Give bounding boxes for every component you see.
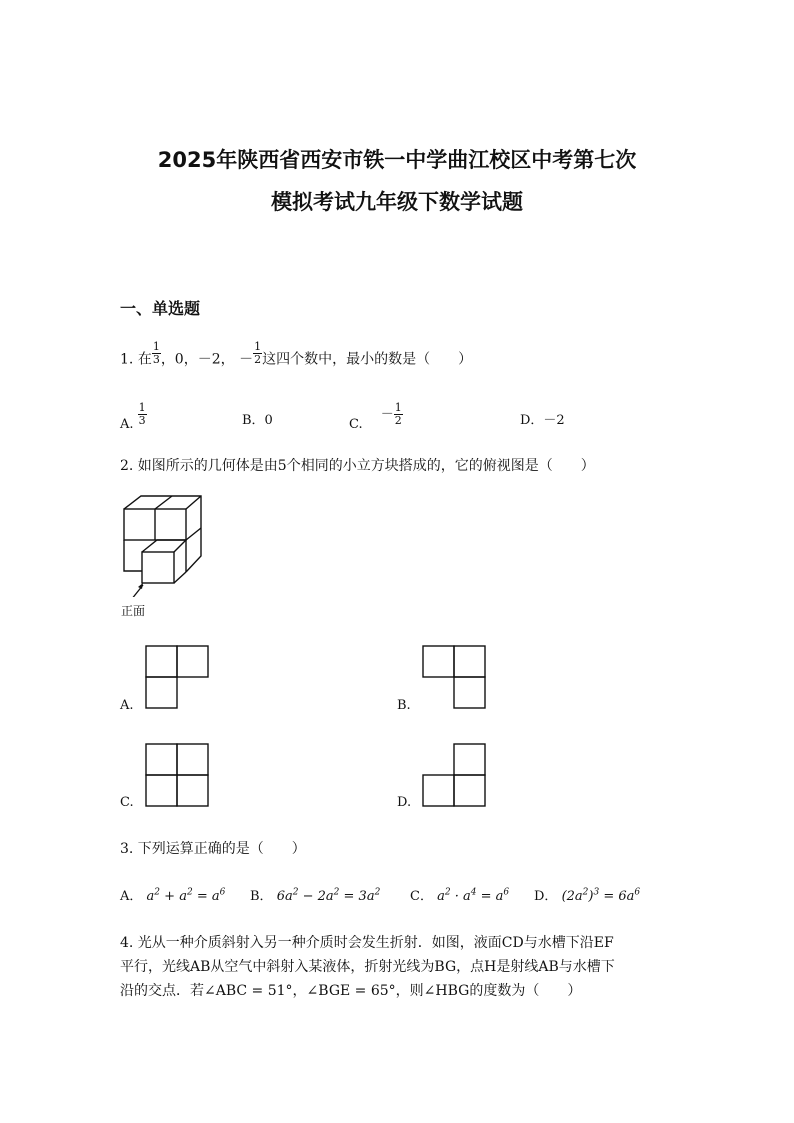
question-2: 2. 如图所示的几何体是由5个相同的小立方块搭成的，它的俯视图是（ ） bbox=[120, 458, 595, 474]
question-text-end: 这四个数中，最小的数是（ ） bbox=[262, 351, 473, 368]
q2-option-c-figure[interactable] bbox=[145, 743, 211, 809]
question-text: 在 bbox=[137, 351, 152, 368]
q1-option-c[interactable] bbox=[349, 401, 403, 432]
option-label: A． bbox=[120, 889, 143, 904]
q1-option-b[interactable]: B．0 bbox=[242, 413, 273, 428]
fraction-one-third: $\frac{1}{3}$ bbox=[138, 401, 146, 427]
option-label: A. bbox=[120, 417, 134, 432]
q3-option-c[interactable] bbox=[410, 885, 509, 904]
fraction-one-third: $\frac{1}{3}$ bbox=[152, 340, 160, 366]
q2-option-d-figure[interactable] bbox=[422, 743, 488, 809]
q3-option-a[interactable] bbox=[120, 885, 225, 904]
page-title-line1: 2025年陕西省西安市铁一中学曲江校区中考第七次 bbox=[157, 148, 637, 172]
question-3: 3. 下列运算正确的是（ ） bbox=[120, 841, 306, 857]
q2-option-a-label[interactable]: A. bbox=[120, 698, 134, 713]
q1-option-a[interactable] bbox=[120, 401, 147, 432]
front-view-label: 正面 bbox=[121, 604, 146, 618]
fraction-one-half: $\frac{1}{2}$ bbox=[394, 401, 402, 427]
formula: $6a^2 - 2a^2 = 3a^2$ bbox=[276, 887, 381, 904]
fraction-one-half: $\frac{1}{2}$ bbox=[254, 340, 262, 366]
q2-option-b-figure[interactable] bbox=[422, 645, 488, 711]
question-4-line2: 平行，光线AB从空气中斜射入某液体，折射光线为BG，点H是射线AB与水槽下 bbox=[120, 959, 615, 975]
option-label: B． bbox=[250, 889, 273, 904]
question-text-mid: ，0，－2， bbox=[160, 351, 235, 368]
section-heading: 一、单选题 bbox=[120, 299, 201, 318]
q1-option-d[interactable]: D．－2 bbox=[520, 413, 565, 428]
q3-option-b[interactable] bbox=[250, 885, 380, 904]
question-4-line3: 沿的交点．若∠ABC = 51°，∠BGE = 65°，则∠HBG的度数为（ ） bbox=[120, 983, 582, 999]
formula: $a^2 + a^2 = a^6$ bbox=[146, 887, 226, 904]
q2-option-a-figure[interactable] bbox=[145, 645, 211, 711]
q3-option-d[interactable] bbox=[534, 885, 640, 904]
q2-option-d-label[interactable]: D. bbox=[397, 795, 412, 810]
option-label: C. bbox=[349, 417, 363, 432]
q2-option-c-label[interactable]: C. bbox=[120, 795, 134, 810]
formula: $(2a^2)^3 = 6a^6$ bbox=[561, 887, 641, 904]
option-label: C． bbox=[410, 889, 433, 904]
q2-option-b-label[interactable]: B. bbox=[397, 698, 411, 713]
option-label: D． bbox=[534, 889, 558, 904]
page-title-line2: 模拟考试九年级下数学试题 bbox=[271, 190, 523, 214]
formula: $a^2 \cdot a^4 = a^6$ bbox=[437, 887, 510, 904]
minus-sign: － bbox=[380, 407, 394, 422]
question-4-line1: 4. 光从一种介质斜射入另一种介质时会发生折射．如图，液面CD与水槽下沿EF bbox=[120, 935, 614, 951]
question-number: 1. bbox=[120, 351, 134, 368]
question-1 bbox=[120, 340, 473, 372]
cube-solid-figure bbox=[112, 492, 222, 597]
minus-sign: － bbox=[239, 351, 254, 368]
